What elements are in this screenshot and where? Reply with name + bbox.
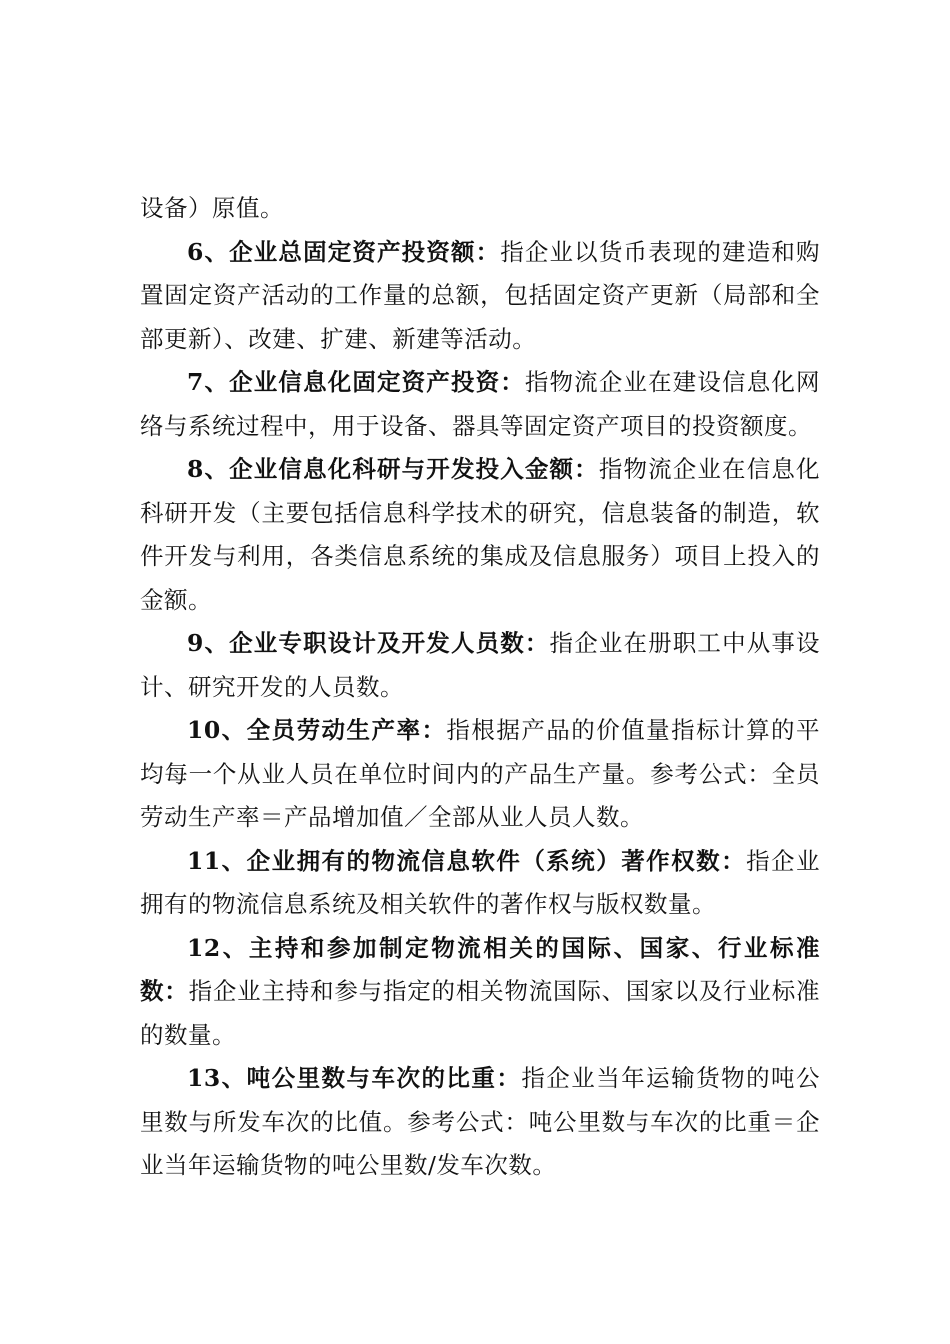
item-13-paragraph (140, 1057, 820, 1188)
item-7-definition: 指物流企业在建设信息化网络与系统过程中，用于设备、器具等固定资产项目的投资额度。 (140, 368, 820, 440)
item-8-term: 8、企业信息化科研与开发投入金额： (187, 455, 599, 483)
item-13-term: 13、吨公里数与车次的比重： (187, 1064, 522, 1092)
item-6-definition: 指企业以货币表现的建造和购置固定资产活动的工作量的总额，包括固定资产更新（局部和全部更新）、改建、扩建、新建等活动。 (140, 237, 820, 353)
document-body (140, 187, 820, 1188)
item-11-term: 11、企业拥有的物流信息软件（系统）著作权数： (187, 846, 747, 875)
item-10-paragraph (140, 709, 820, 840)
item-9-paragraph (140, 622, 820, 709)
item-12-definition: 指企业主持和参与指定的相关物流国际、国家以及行业标准的数量。 (140, 977, 821, 1049)
item-11-paragraph (140, 840, 820, 927)
item-12-term: 12、主持和参加制定物流相关的国际、国家、行业标准数： (140, 933, 820, 1005)
item-9-definition: 指企业在册职工中从事设计、研究开发的人员数。 (140, 629, 821, 701)
item-7-paragraph (140, 361, 820, 448)
item-10-term: 10、全员劳动生产率： (187, 716, 447, 744)
item-8-paragraph (140, 448, 820, 622)
item-13-definition: 指企业当年运输货物的吨公里数与所发车次的比值。参考公式：吨公里数与车次的比重＝企业当年运输货物的吨公里数/发车次数。 (140, 1064, 821, 1179)
item-6-paragraph (140, 231, 820, 362)
continuation-paragraph: 设备）原值。 (140, 194, 284, 222)
item-7-term: 7、企业信息化固定资产投资： (187, 368, 525, 396)
item-9-term: 9、企业专职设计及开发人员数： (187, 629, 550, 657)
item-8-definition: 指物流企业在信息化科研开发（主要包括信息科学技术的研究，信息装备的制造，软件开发与利用，各类信息系统的集成及信息服务）项目上投入的金额。 (140, 455, 820, 614)
item-12-paragraph (140, 927, 820, 1058)
item-6-term: 6、企业总固定资产投资额： (187, 237, 501, 266)
item-10-definition: 指根据产品的价值量指标计算的平均每一个从业人员在单位时间内的产品生产量。参考公式：全员劳动生产率＝产品增加值／全部从业人员人数。 (140, 716, 821, 831)
item-11-definition: 指企业拥有的物流信息系统及相关软件的著作权与版权数量。 (140, 846, 821, 918)
